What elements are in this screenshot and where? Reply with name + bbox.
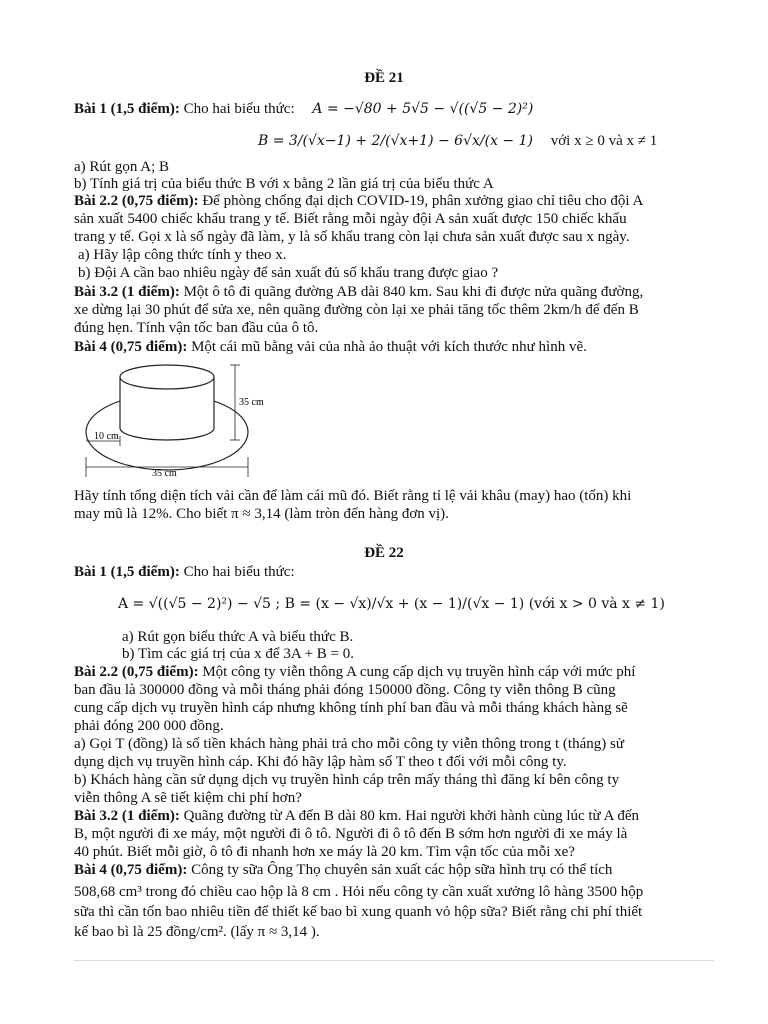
de22-bai1-heading: Bài 1 (1,5 điểm): bbox=[74, 564, 180, 580]
de22-bai1-text: Cho hai biểu thức: bbox=[183, 564, 295, 580]
de22-bai4-heading: Bài 4 (0,75 điểm): bbox=[74, 862, 188, 878]
de21-bai32-heading: Bài 3.2 (1 điểm): bbox=[74, 284, 180, 300]
de22-bai22-line4: phải đóng 200 000 đồng. bbox=[74, 718, 224, 734]
de22-bai1-a: a) Rút gọn biểu thức A và biểu thức B. bbox=[122, 629, 354, 645]
de21-expression-b-line bbox=[258, 133, 657, 150]
de21-bai22-text: Để phòng chống đại dịch COVID-19, phân xưởng giao chỉ tiêu cho đội A bbox=[202, 193, 644, 209]
de22-bai4 bbox=[74, 862, 612, 879]
de21-bai22-heading: Bài 2.2 (0,75 điểm): bbox=[74, 193, 199, 209]
de22-bai32 bbox=[74, 808, 639, 825]
de22-bai22-b1: b) Khách hàng cần sử dụng dịch vụ truyền hình cáp trên mấy tháng thì đăng kí bên công ty bbox=[74, 772, 620, 788]
de21-bai22-b: b) Đội A cần bao nhiêu ngày để sản xuất đủ số khẩu trang được giao ? bbox=[78, 265, 499, 281]
de21-bai1-a: a) Rút gọn A; B bbox=[74, 159, 170, 175]
de22-bai22 bbox=[74, 664, 635, 681]
de21-bai1 bbox=[74, 101, 533, 118]
expression-b: B = 3/(√x−1) + 2/(√x+1) − 6√x/(x − 1) bbox=[258, 133, 533, 149]
expression-b-condition: với x ≥ 0 và x ≠ 1 bbox=[550, 133, 658, 149]
hat-top bbox=[120, 365, 214, 389]
de21-bai4 bbox=[74, 339, 587, 356]
de22-bai32-line2: B, một người đi xe máy, một người đi ô tô. Người đi ô tô đến B sớm hơn người đi xe máy là bbox=[74, 826, 628, 842]
de22-bai4-line4: kế bao bì là 25 đồng/cm². (lấy π ≈ 3,14 ). bbox=[74, 924, 320, 940]
magician-hat-figure bbox=[80, 358, 280, 480]
de22-bai22-heading: Bài 2.2 (0,75 điểm): bbox=[74, 664, 199, 680]
de22-bai32-text: Quãng đường từ A đến B dài 80 km. Hai người khởi hành cùng lúc từ A đến bbox=[183, 808, 640, 824]
de22-bai22-text: Một công ty viễn thông A cung cấp dịch vụ truyền hình cáp với mức phí bbox=[202, 664, 636, 680]
de22-bai32-line3: 40 phút. Biết mỗi giờ, ô tô đi nhanh hơn xe máy là 20 km. Tìm vận tốc của mỗi xe? bbox=[74, 844, 575, 860]
de21-bai22-a: a) Hãy lập công thức tính y theo x. bbox=[78, 247, 287, 263]
de22-bai22-a1: a) Gọi T (đồng) là số tiền khách hàng phải trả cho mỗi công ty viễn thông trong t (tháng) sử bbox=[74, 736, 624, 752]
de22-bai1 bbox=[74, 564, 295, 581]
de21-bai32-line3: đúng hẹn. Tính vận tốc ban đầu của ô tô. bbox=[74, 320, 319, 336]
de22-bai4-text: Công ty sữa Ông Thọ chuyên sản xuất các hộp sữa hình trụ có thể tích bbox=[191, 862, 613, 878]
height-label: 35 cm bbox=[239, 397, 264, 408]
de22-bai4-line2: 508,68 cm³ trong đó chiều cao hộp là 8 cm . Hỏi nếu công ty cần xuất xưởng lô hàng 3500 hộp bbox=[74, 884, 644, 900]
de21-bai1-b: b) Tính giá trị của biểu thức B với x bằng 2 lần giá trị của biểu thức A bbox=[74, 176, 494, 192]
brim-label: 10 cm bbox=[94, 431, 119, 442]
de21-bai32-text: Một ô tô đi quãng đường AB dài 840 km. Sau khi đi được nửa quãng đường, bbox=[183, 284, 644, 300]
de22-bai32-heading: Bài 3.2 (1 điểm): bbox=[74, 808, 180, 824]
de22-bai22-line3: cung cấp dịch vụ truyền hình cáp nhưng không tính phí ban đầu và mỗi tháng khách hàng sẽ bbox=[74, 700, 628, 716]
de22-bai4-line3: sữa thì cần tốn bao nhiêu tiền để thiết kế bao bì xung quanh vỏ hộp sữa? Biết rằng chi phí thiết bbox=[74, 904, 643, 920]
de21-bai32 bbox=[74, 284, 643, 301]
de22-bai1-b: b) Tìm các giá trị của x để 3A + B = 0. bbox=[122, 646, 355, 662]
width-label: 35 cm bbox=[152, 468, 177, 479]
de22-expression-line bbox=[118, 596, 665, 613]
de22-title: ĐỀ 22 bbox=[364, 545, 404, 561]
de21-title: ĐỀ 21 bbox=[364, 70, 404, 86]
de22-bai22-line2: ban đầu là 300000 đồng và mỗi tháng phải đóng 150000 đồng. Công ty viễn thông B cũng bbox=[74, 682, 616, 698]
de21-bai22-line3: trang y tế. Gọi x là số ngày đã làm, y là số khẩu trang còn lại chưa sản xuất được sau x ngày. bbox=[74, 229, 630, 245]
de21-bai4-text: Một cái mũ bằng vải của nhà ảo thuật với kích thước như hình vẽ. bbox=[191, 339, 587, 355]
de21-bai4-line3: may mũ là 12%. Cho biết π ≈ 3,14 (làm tròn đến hàng đơn vị). bbox=[74, 506, 449, 522]
de21-bai4-heading: Bài 4 (0,75 điểm): bbox=[74, 339, 188, 355]
expression-a: A = −√80 + 5√5 − √((√5 − 2)²) bbox=[312, 101, 534, 117]
de21-bai32-line2: xe dừng lại 30 phút để sửa xe, nên quãng đường còn lại xe phải tăng tốc thêm 2km/h để đến B bbox=[74, 302, 639, 318]
de21-bai4-line2: Hãy tính tổng diện tích vải cần để làm cái mũ đó. Biết rằng tỉ lệ vải khâu (may) hao (tốn) khi bbox=[74, 488, 632, 504]
de21-bai1-heading: Bài 1 (1,5 điểm): bbox=[74, 101, 180, 117]
expression-a-b: A = √((√5 − 2)²) − √5 ; B = (x − √x)/√x + (x − 1)/(√x − 1) (với x > 0 và x ≠ 1) bbox=[118, 596, 665, 612]
page-divider bbox=[74, 960, 714, 961]
de21-bai22 bbox=[74, 193, 643, 210]
de21-bai1-text: Cho hai biểu thức: bbox=[183, 101, 295, 117]
de21-bai22-line2: sản xuất 5400 chiếc khẩu trang y tế. Biết rằng mỗi ngày đội A sản xuất được 150 chiếc khẩu bbox=[74, 211, 627, 227]
de22-bai22-a2: dụng dịch vụ truyền hình cáp. Khi đó hãy lập hàm số T theo t đối với mỗi công ty. bbox=[74, 754, 567, 770]
de22-bai22-b2: viễn thông A sẽ tiết kiệm chi phí hơn? bbox=[74, 790, 302, 806]
